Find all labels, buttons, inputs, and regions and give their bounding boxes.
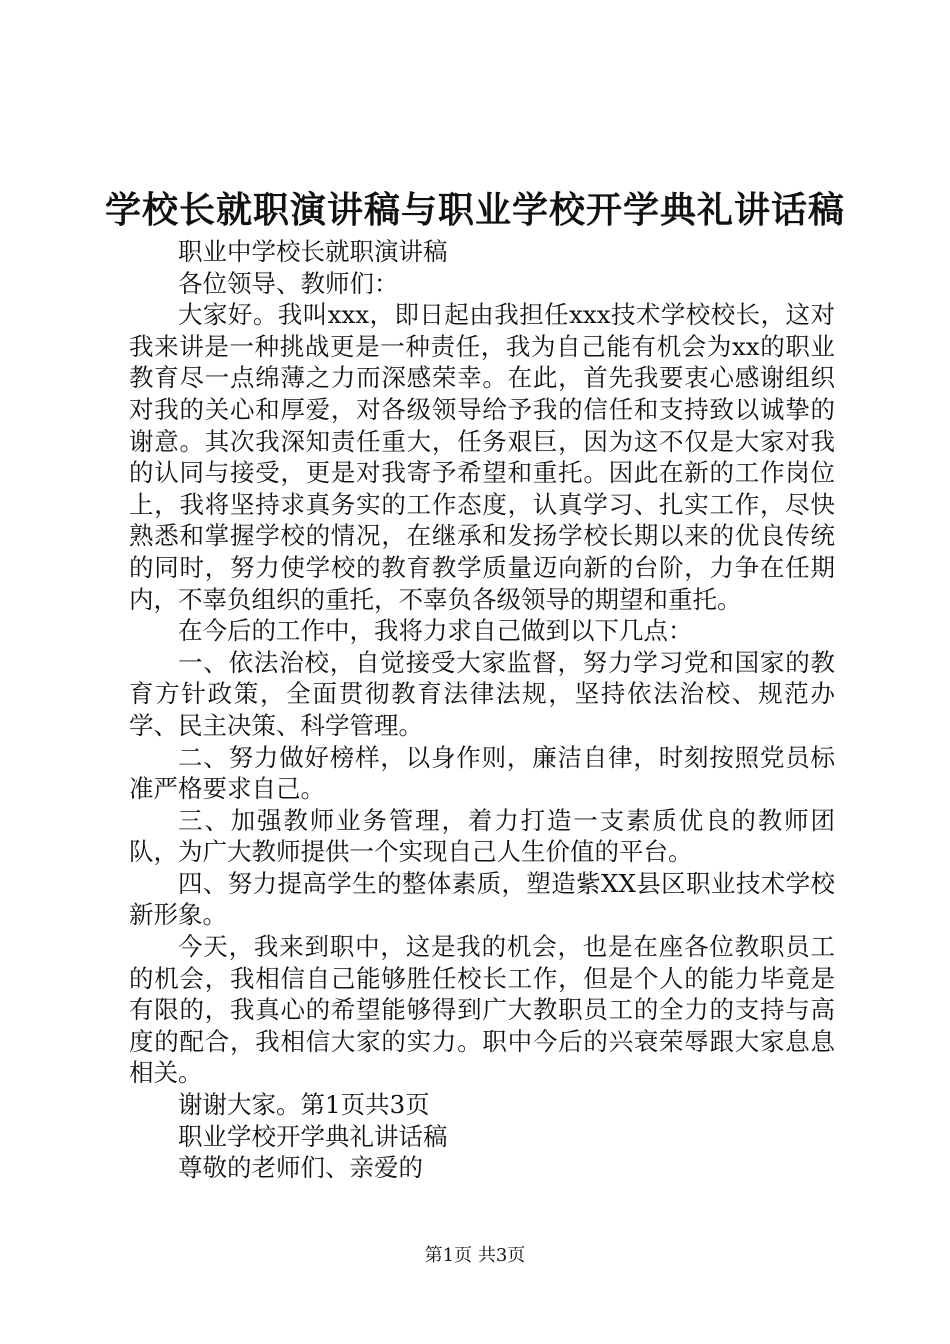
- list-point-3: 三、加强教师业务管理，着力打造一支素质优良的教师团队，为广大教师提供一个实现自己人生价值的平台。: [129, 805, 835, 867]
- list-point-1: 一、依法治校，自觉接受大家监督，努力学习党和国家的教育方针政策，全面贯彻教育法律法规，坚持依法治校、规范办学、民主决策、科学管理。: [129, 647, 835, 740]
- paragraph: 大家好。我叫xxx，即日起由我担任xxx技术学校校长，这对我来讲是一种挑战更是一种责任，我为自己能有机会为xx的职业教育尽一点绵薄之力而深感荣幸。在此，首先我要衷心感谢组织对我的关心和厚爱，对各级领导给予我的信任和支持致以诚挚的谢意。其次我深知责任重大，任务艰巨，因为这不仅是大家对我的认同与接受，更是对我寄予希望和重托。因此在新的工作岗位上，我将坚持求真务实的工作态度，认真学习、扎实工作，尽快熟悉和掌握学校的情况，在继承和发扬学校长期以来的优良传统的同时，努力使学校的教育教学质量迈向新的台阶，力争在任期内，不辜负组织的重托，不辜负各级领导的期望和重托。: [129, 300, 835, 614]
- salutation: 各位领导、教师们：: [178, 268, 399, 298]
- paragraph: 在今后的工作中，我将力求自己做到以下几点：: [178, 616, 693, 646]
- page-number-footer: 第1页 共3页: [424, 1245, 526, 1266]
- second-salutation: 尊敬的老师们、亲爱的: [178, 1153, 423, 1183]
- paragraph: 今天，我来到职中，这是我的机会，也是在座各位教职员工的机会，我相信自己能够胜任校长工作，但是个人的能力毕竟是有限的，我真心的希望能够得到广大教职员工的全力的支持与高度的配合，我相信大家的实力。职中今后的兴衰荣辱跟大家息息相关。: [129, 932, 835, 1088]
- list-point-2: 二、努力做好榜样，以身作则，廉洁自律，时刻按照党员标准严格要求自己。: [129, 742, 835, 804]
- speech-subtitle: 职业中学校长就职演讲稿: [178, 237, 448, 266]
- document-title: 学校长就职演讲稿与职业学校开学典礼讲话稿: [104, 189, 845, 231]
- list-point-4: 四、努力提高学生的整体素质，塑造紫XX县区职业技术学校新形象。: [129, 868, 835, 930]
- closing-line: 谢谢大家。第1页共3页: [178, 1090, 430, 1120]
- document-body: [129, 236, 835, 1184]
- second-speech-title: 职业学校开学典礼讲话稿: [178, 1121, 448, 1151]
